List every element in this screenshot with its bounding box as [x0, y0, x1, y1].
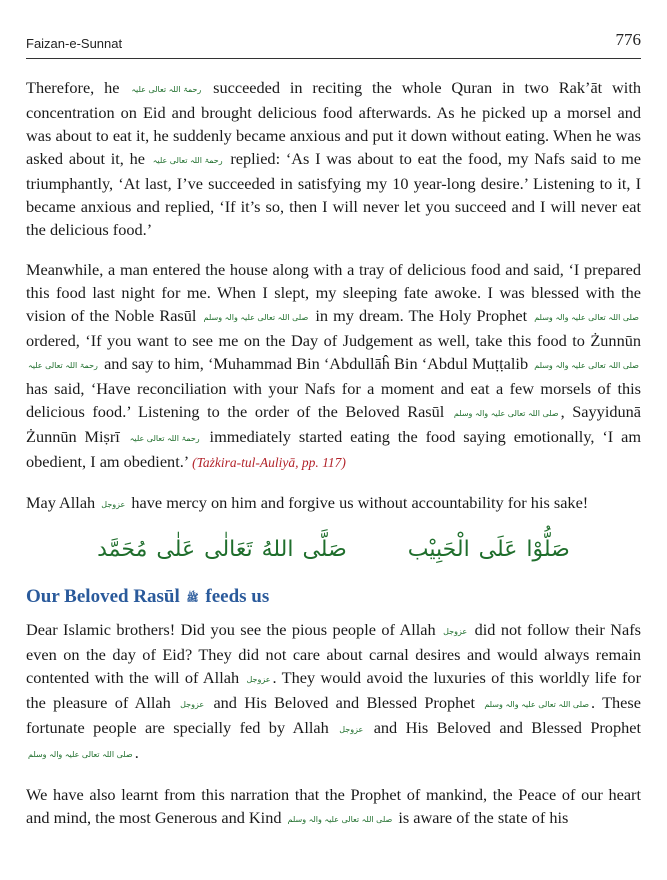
paragraph-1 [26, 76, 641, 241]
text-run: . [134, 743, 139, 762]
honorific-azza-wa-jall: عزوجل [443, 627, 468, 636]
honorific-azza-wa-jall: عزوجل [180, 700, 205, 709]
section-heading-text: feeds us [205, 586, 270, 607]
text-run: succeeded in reciting the whole Quran in two Rak’āt with concentration on Eid and brought delicious food afterwards. As he picked up a morsel and was about to eat it, he suddenly became anxious and put it down without eating. When he was asked about it, he [26, 78, 641, 168]
text-run: Meanwhile, a man entered the house along with a tray of delicious food and said, ‘I prepared this food last night for me. When I slept, my sleeping fate awoke. I was blessed with the vision of the Noble Rasūl [26, 260, 641, 325]
page-header [26, 30, 641, 59]
honorific-sallallahu: صلی اللہ تعالی علیہ والہ وسلم [453, 409, 559, 418]
honorific-rahmatullah: رحمۃ اللہ تعالی علیہ [152, 156, 223, 165]
text-run: have mercy on him and forgive us without accountability for his sake! [131, 493, 589, 512]
text-run: in my dream. The Holy Prophet [315, 306, 528, 325]
paragraph-4 [26, 618, 641, 766]
honorific-sallallahu: صلی اللہ تعالی علیہ والہ وسلم [484, 700, 590, 709]
honorific-azza-wa-jall: عزوجل [339, 725, 364, 734]
durood-left: صَلَّى اللهُ تَعَالٰى عَلٰى مُحَمَّد [97, 537, 347, 562]
text-run: and His Beloved and Blessed Prophet [213, 693, 476, 712]
citation: (Tażkira-tul-Auliyā, pp. 117) [192, 455, 346, 470]
section-heading [26, 585, 641, 610]
text-run: Dear Islamic brothers! Did you see the pious people of Allah [26, 620, 436, 639]
book-title: Faizan-e-Sunnat [26, 36, 123, 51]
honorific-sallallahu: صلی اللہ تعالی علیہ والہ وسلم [534, 361, 639, 370]
text-run: and say to him, ‘Muhammad Bin ‘Abdullāĥ Bin ‘Abdul Muṭṭalib [104, 354, 529, 373]
honorific-azza-wa-jall: عزوجل [101, 500, 126, 509]
text-run: We have also learnt from this narration that the Prophet of mankind, the Peace of our heart and mind, the most Generous and Kind [26, 785, 641, 827]
honorific-sallallahu: صلی اللہ تعالی علیہ والہ وسلم [534, 313, 639, 322]
text-run: ordered, ‘If you want to see me on the Day of Judgement as well, take this food to Żunnūn [26, 331, 641, 350]
honorific-sallallahu: صلی اللہ تعالی علیہ والہ وسلم [287, 815, 393, 824]
honorific-azza-wa-jall: عزوجل [246, 675, 271, 684]
paragraph-2 [26, 258, 641, 474]
text-run: and His Beloved and Blessed Prophet [373, 718, 641, 737]
section-heading-text: Our Beloved Rasūl [26, 586, 180, 607]
text-run: has said, ‘Have reconciliation with your Nafs for a moment and eat a few morsels of this delicious food.’ Listening to the order of the Beloved Rasūl [26, 379, 641, 421]
text-run: , Sayyidunā Żunnūn Miṣrī [26, 402, 641, 446]
text-run: replied: ‘As I was about to eat the food, my Nafs said to me triumphantly, ‘At last, I’ve succeeded in satisfying my 10 year-long desire.’ Listening to it, I became anxious and replied, ‘If it’s so, then I will never let you succeed and I will never eat the delicious food.’ [26, 149, 641, 239]
honorific-sallallahu: صلی اللہ تعالی علیہ والہ وسلم [28, 750, 133, 759]
honorific-rahmatullah: رحمۃ اللہ تعالی علیہ [131, 85, 202, 94]
page-body [26, 76, 641, 848]
durood-line [26, 538, 641, 561]
honorific-heading: ﷺ [186, 593, 199, 604]
text-run: . These fortunate people are specially fed by Allah [26, 693, 641, 737]
text-run: . They would avoid the luxuries of this worldly life for the pleasure of Allah [26, 668, 641, 712]
text-run: immediately started eating the food saying emotionally, ‘I am obedient, I am obedient.’ [26, 427, 642, 471]
text-run: May Allah [26, 493, 96, 512]
text-run: is aware of the state of his [398, 808, 569, 827]
paragraph-5 [26, 783, 641, 831]
honorific-sallallahu: صلی اللہ تعالی علیہ والہ وسلم [203, 313, 309, 322]
honorific-rahmatullah: رحمۃ اللہ تعالی علیہ [28, 361, 98, 370]
page-number: 776 [615, 30, 641, 49]
text-run: did not follow their Nafs even on the day of Eid? They did not care about carnal desires and would always remain contented with the will of Allah [26, 620, 641, 687]
paragraph-3 [26, 491, 641, 516]
honorific-rahmatullah: رحمۃ اللہ تعالی علیہ [129, 434, 200, 443]
durood-right: صَلُّوْا عَلَى الْحَبِیْب [407, 537, 570, 562]
text-run: Therefore, he [26, 78, 120, 97]
